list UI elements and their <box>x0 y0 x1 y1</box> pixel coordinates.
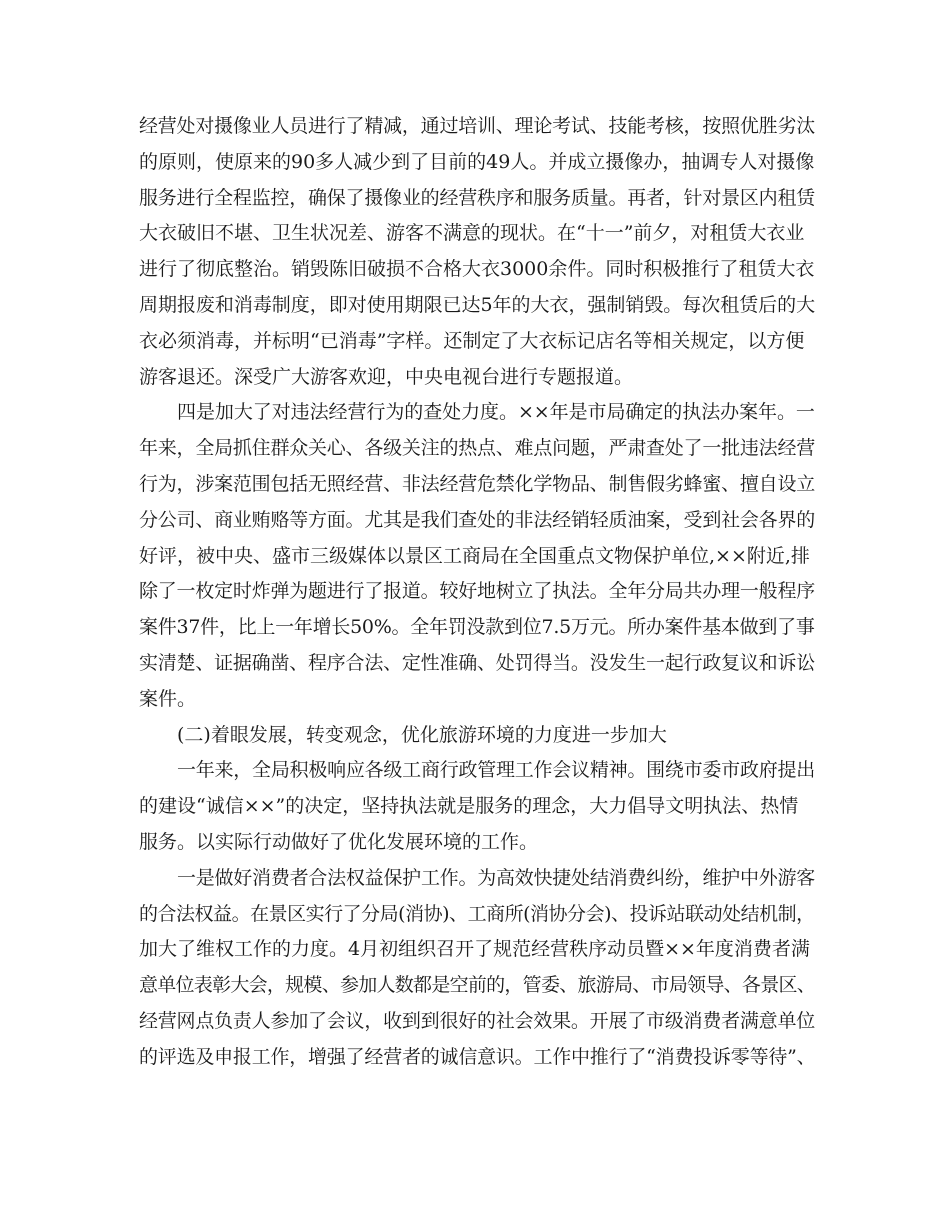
text-line: 服务进行全程监控，确保了摄像业的经营秩序和服务质量。再者，针对景区内租赁 <box>139 186 816 209</box>
text-line: 周期报废和消毒制度，即对使用期限已达5年的大衣，强制销毁。每次租赁后的大 <box>139 293 816 316</box>
text-line: 服务。以实际行动做好了优化发展环境的工作。 <box>139 830 539 853</box>
text-line: 经营处对摄像业人员进行了精减，通过培训、理论考试、技能考核，按照优胜劣汰 <box>139 115 816 137</box>
text-line: 实清楚、证据确凿、程序合法、定性准确、处罚得当。没发生一起行政复议和诉讼 <box>139 651 816 674</box>
text-line: 的原则，使原来的90多人减少到了目前的49人。并成立摄像办，抽调专人对摄像 <box>139 150 815 173</box>
text-line: 加大了维权工作的力度。4月初组织召开了规范经营秩序动员暨××年度消费者满 <box>139 938 810 961</box>
text-line: 经营网点负责人参加了会议，收到到很好的社会效果。开展了市级消费者满意单位 <box>139 1009 816 1032</box>
text-line: 游客退还。深受广大游客欢迎，中央电视台进行专题报道。 <box>139 365 634 388</box>
text-line: 除了一枚定时炸弹为题进行了报道。较好地树立了执法。全年分局共办理一般程序 <box>139 580 816 603</box>
text-line: 的评选及申报工作，增强了经营者的诚信意识。工作中推行了“消费投诉零等待”、 <box>139 1045 816 1068</box>
text-line: 的合法权益。在景区实行了分局(消协)、工商所(消协分会)、投诉站联动处结机制， <box>139 902 815 925</box>
text-line: 大衣破旧不堪、卫生状况差、游客不满意的现状。在“十一”前夕，对租赁大衣业 <box>139 222 805 245</box>
text-line: 意单位表彰大会，规模、参加人数都是空前的，管委、旅游局、市局领导、各景区、 <box>139 974 816 997</box>
text-line: (二)着眼发展，转变观念，优化旅游环境的力度进一步加大 <box>177 723 667 746</box>
text-line: 四是加大了对违法经营行为的查处力度。××年是市局确定的执法办案年。一 <box>177 401 815 424</box>
text-line: 衣必须消毒，并标明“已消毒”字样。还制定了大衣标记店名等相关规定，以方便 <box>139 329 805 352</box>
text-line: 分公司、商业贿赂等方面。尤其是我们查处的非法经销轻质油案，受到社会各界的 <box>139 508 816 531</box>
text-line: 一是做好消费者合法权益保护工作。为高效快捷处结消费纠纷，维护中外游客 <box>177 866 816 889</box>
text-line: 好评，被中央、盛市三级媒体以景区工商局在全国重点文物保护单位,××附近,排 <box>139 544 810 567</box>
text-line: 一年来，全局积极响应各级工商行政管理工作会议精神。围绕市委市政府提出 <box>177 759 816 782</box>
text-line: 的建设“诚信××”的决定，坚持执法就是服务的理念，大力倡导文明执法、热情 <box>139 795 799 818</box>
text-line: 年来，全局抓住群众关心、各级关注的热点、难点问题，严肃查处了一批违法经营 <box>139 437 816 460</box>
text-line: 案件37件，比上一年增长50%。全年罚没款到位7.5万元。所办案件基本做到了事 <box>139 616 815 639</box>
text-line: 进行了彻底整治。销毁陈旧破损不合格大衣3000余件。同时积极推行了租赁大衣 <box>139 258 815 281</box>
text-line: 案件。 <box>139 687 197 710</box>
document-body <box>139 109 815 1076</box>
text-line: 行为，涉案范围包括无照经营、非法经营危禁化学物品、制售假劣蜂蜜、擅自设立 <box>139 472 816 495</box>
